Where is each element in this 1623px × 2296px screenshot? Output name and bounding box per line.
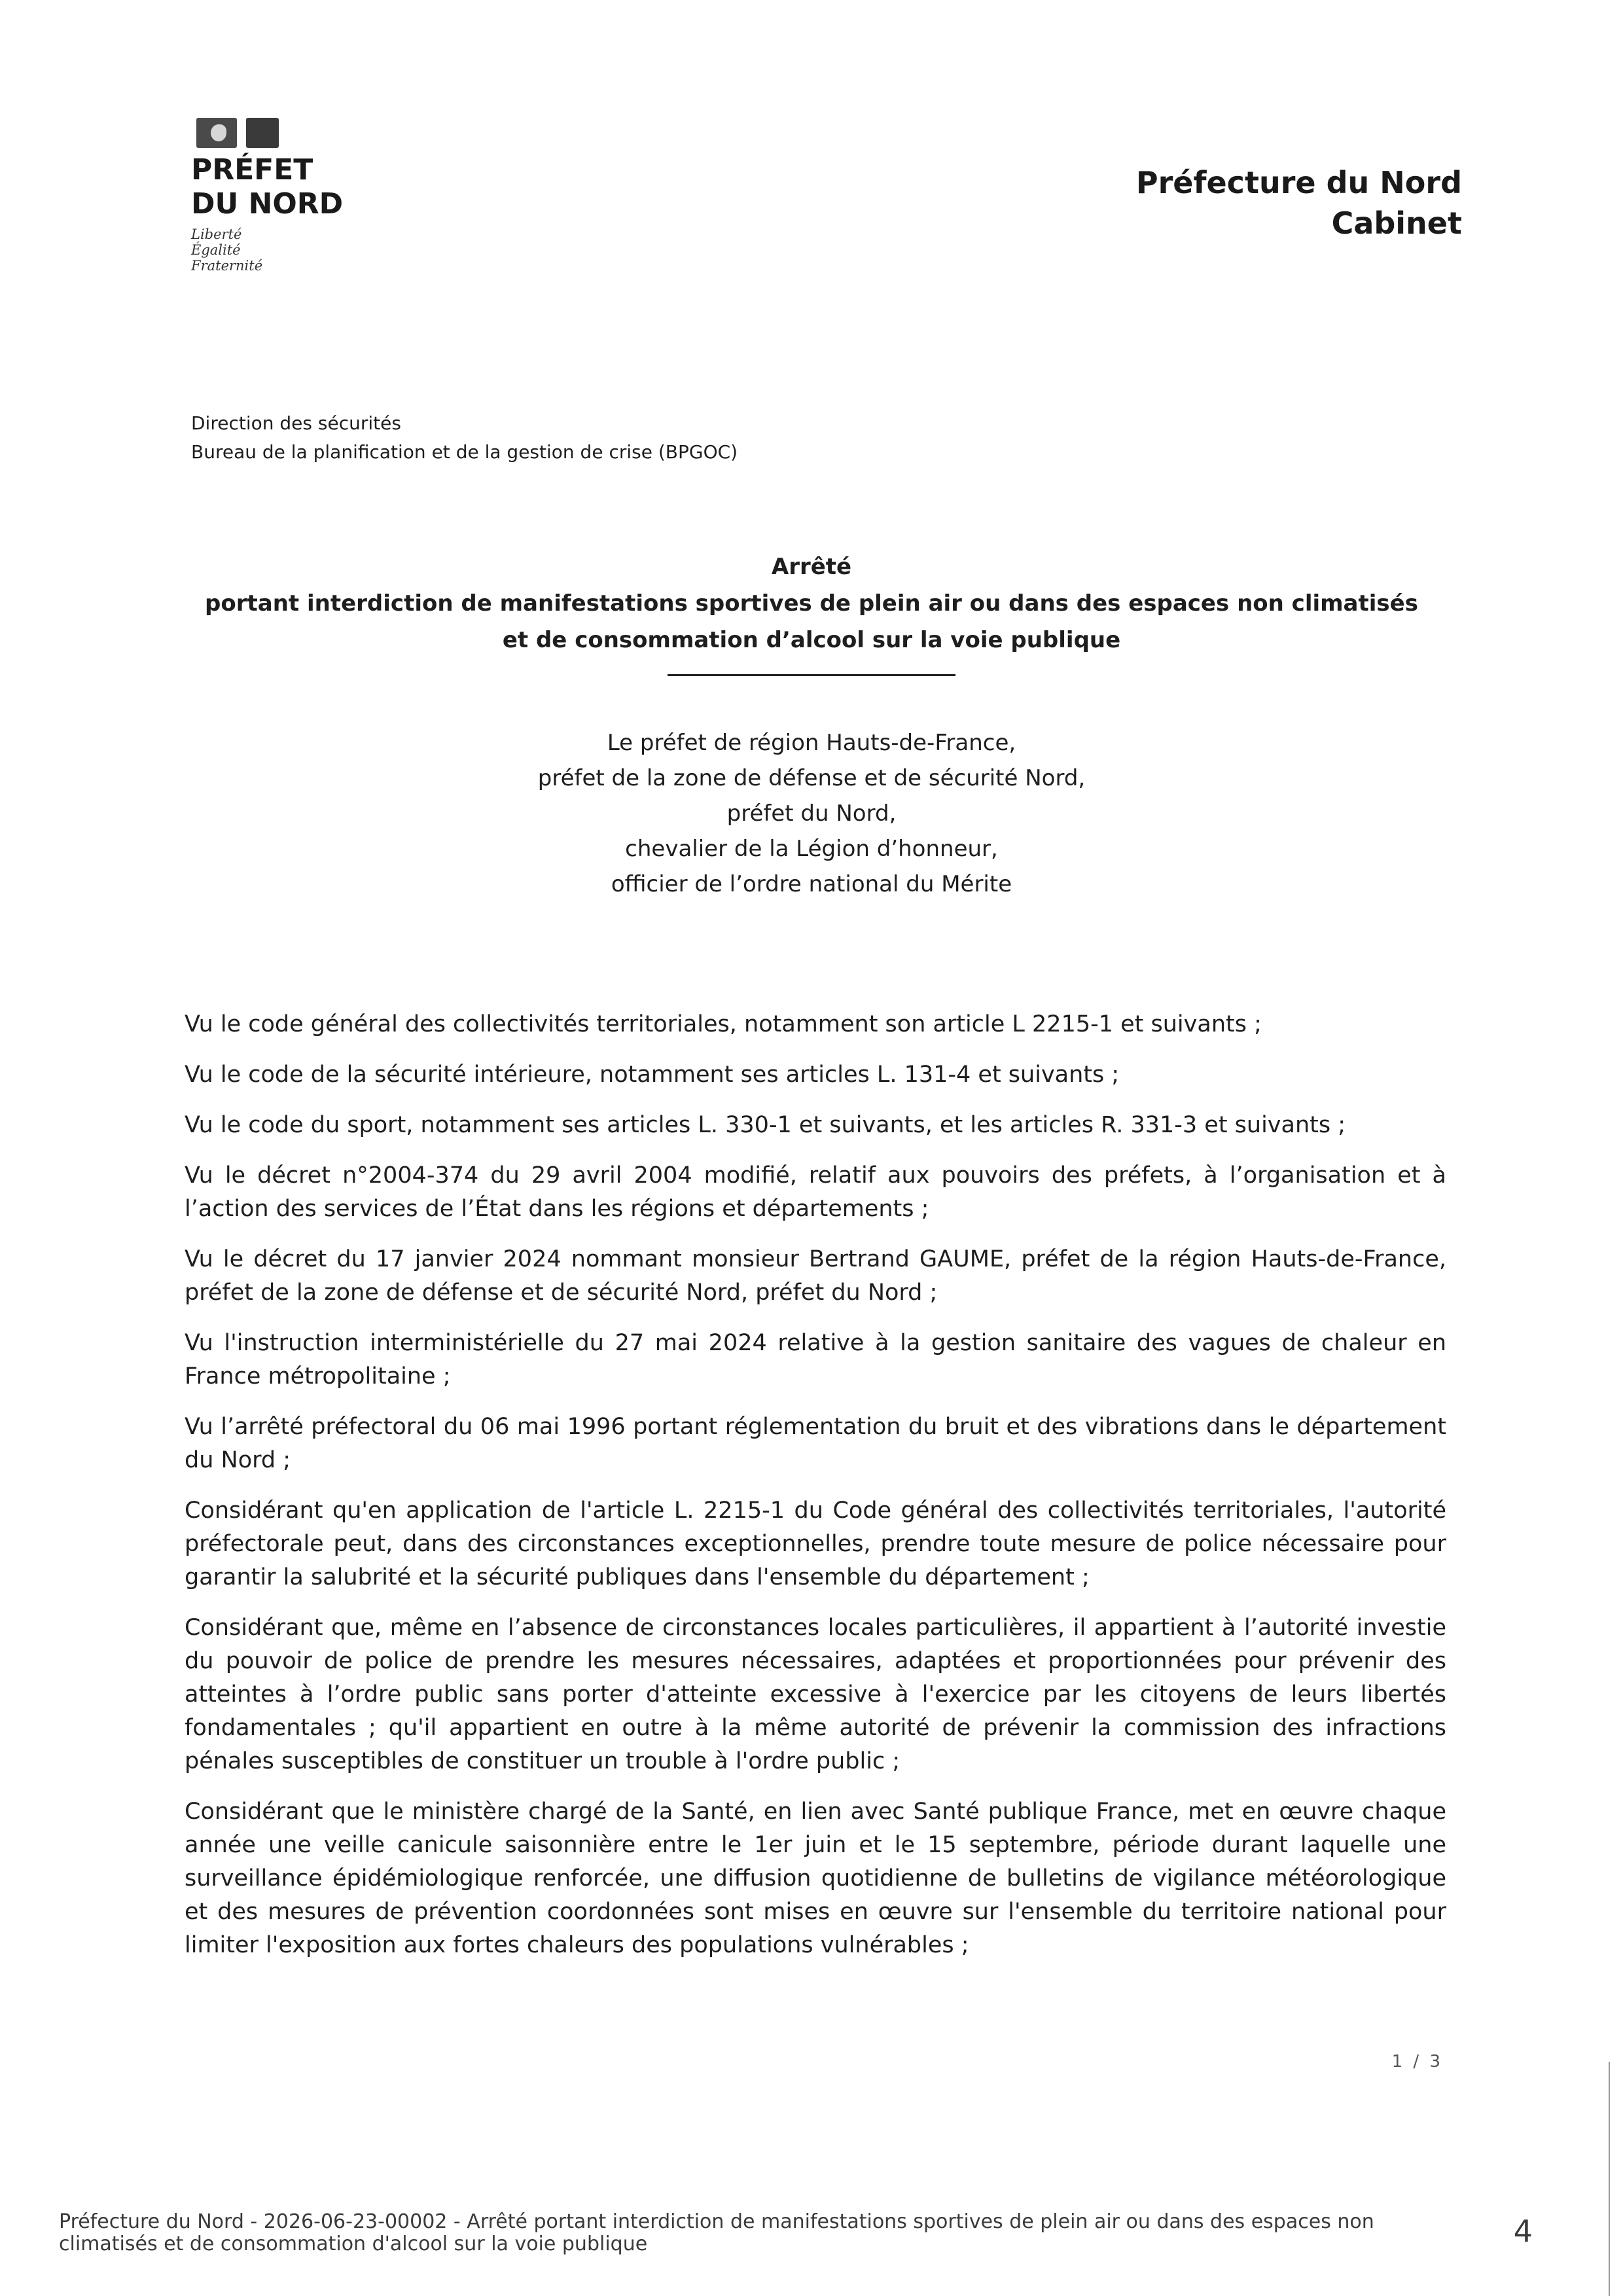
flag-block-icon [246,118,279,148]
direction-block [191,409,738,467]
motto-line: Égalité [191,242,241,258]
logo-title: PRÉFET DU NORD [191,153,344,221]
republic-motto [191,226,401,274]
visa-paragraph: Vu le code du sport, notamment ses articles L. 330-1 et suivants, et les articles R. 331-3 et suivants ; [185,1112,1346,1138]
considerant-paragraph: Considérant qu'en application de l'article L. 2215-1 du Code général des collectivités territoriales, l'autorité préfectorale peut, dans des circonstances exceptionnelles, prendre toute mesure de police nécessaire pour garantir la salubrité et la sécurité publiques dans l'ensemble du département ; [185,1498,1446,1590]
marianne-icon [196,118,401,148]
authority-line: préfet de la zone de défense et de sécurité Nord, [537,765,1086,791]
direction-name: Direction des sécurités [191,412,401,434]
page-indicator: 1 / 3 [1391,2052,1443,2072]
visa-paragraph: Vu le décret du 17 janvier 2024 nommant monsieur Bertrand GAUME, préfet de la région Hauts-de-France, préfet de la zone de défense et de sécurité Nord, préfet du Nord ; [185,1246,1446,1306]
marianne-profile-icon [196,118,237,148]
prefet-logo [191,118,401,274]
title-line: Arrêté [771,554,852,580]
authority-line: officier de l’ordre national du Mérite [611,871,1012,897]
considerant-paragraph: Considérant que, même en l’absence de circonstances locales particulières, il appartient à l’autorité investie du pouvoir de police de prendre les mesures nécessaires, adaptées et proportionnées pour prévenir des atteintes à l’ordre public sans porter d'atteinte excessive à l'exercice par les citoyens de leurs libertés fondamentales ; qu'il appartient en outre à la même autorité de prévenir la commission des infractions pénales susceptibles de constituer un trouble à l'ordre public ; [185,1615,1446,1774]
document-body [185,1008,1446,1979]
motto-line: Fraternité [191,258,263,274]
footer-page-number: 4 [1513,2214,1533,2249]
authority-line: Le préfet de région Hauts-de-France, [607,730,1016,756]
office-department: Cabinet [1331,206,1462,241]
visa-paragraph: Vu le code de la sécurité intérieure, notamment ses articles L. 131-4 et suivants ; [185,1062,1120,1088]
title-line: portant interdiction de manifestations sportives de plein air ou dans des espaces non climatisés [205,590,1418,617]
office-name: Préfecture du Nord [1135,165,1462,200]
authority-block [131,725,1492,902]
issuing-office [1136,162,1462,243]
authority-line: chevalier de la Légion d’honneur, [625,836,998,862]
scan-edge-divider [1609,2062,1610,2296]
title-divider [668,674,955,676]
title-line: et de consommation d’alcool sur la voie publique [502,627,1121,653]
visa-paragraph: Vu l'instruction interministérielle du 27 mai 2024 relative à la gestion sanitaire des vagues de chaleur en France métropolitaine ; [185,1330,1446,1390]
visa-paragraph: Vu l’arrêté préfectoral du 06 mai 1996 portant réglementation du bruit et des vibrations dans le département du Nord ; [185,1414,1446,1473]
document-title [131,548,1492,676]
authority-line: préfet du Nord, [726,800,897,827]
motto-line: Liberté [191,226,242,242]
considerant-paragraph: Considérant que le ministère chargé de la Santé, en lien avec Santé publique France, met en œuvre chaque année une veille canicule saisonnière entre le 1er juin et le 15 septembre, période durant laquelle une surveillance épidémiologique renforcée, une diffusion quotidienne de bulletins de vigilance météorologique et des mesures de prévention coordonnées sont mises en œuvre sur l'ensemble du territoire national pour limiter l'exposition aux fortes chaleurs des populations vulnérables ; [185,1799,1446,1958]
visa-paragraph: Vu le décret n°2004-374 du 29 avril 2004 modifié, relatif aux pouvoirs des préfets, à l’organisation et à l’action des services de l’État dans les régions et départements ; [185,1162,1446,1222]
footer-reference: Préfecture du Nord - 2026-06-23-00002 - Arrêté portant interdiction de manifestations sportives de plein air ou dans des espaces non climatisés et de consommation d'alcool sur la voie publique [59,2210,1374,2255]
visa-paragraph: Vu le code général des collectivités territoriales, notamment son article L 2215-1 et suivants ; [185,1011,1262,1037]
bureau-name: Bureau de la planification et de la gestion de crise (BPGOC) [191,441,738,463]
